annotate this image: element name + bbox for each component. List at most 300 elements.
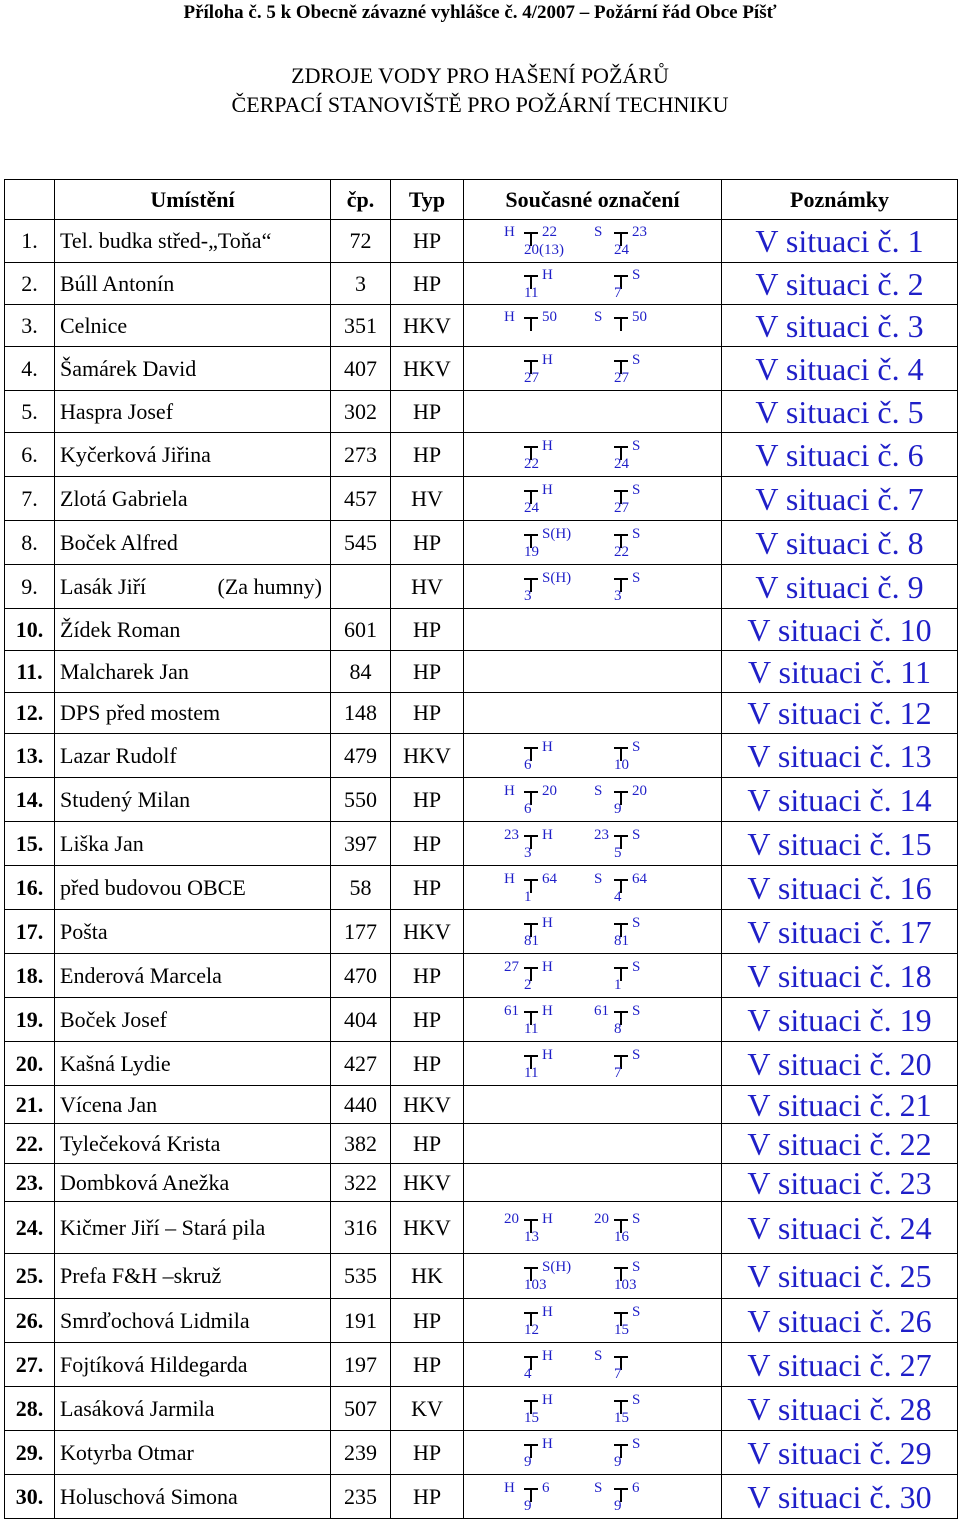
- hydrant-sign-s: [594, 826, 679, 862]
- hydrant-sign-s: [606, 437, 691, 473]
- current-marking: [464, 1299, 722, 1343]
- location-cell: Kašná Lydie: [55, 1042, 331, 1086]
- source-type: HKV: [391, 910, 464, 954]
- sign-bottom-label: 9: [614, 1453, 622, 1470]
- sign-top-label: H: [542, 738, 553, 755]
- sign-bottom-label: 9: [614, 800, 622, 817]
- house-number: 273: [331, 433, 391, 477]
- source-type: HP: [391, 263, 464, 305]
- hydrant-sign-s: [594, 1002, 679, 1038]
- hydrant-sign-s: [594, 1210, 679, 1246]
- situation-note: V situaci č. 17: [722, 910, 958, 954]
- current-marking: [464, 954, 722, 998]
- row-number: 29.: [5, 1431, 55, 1475]
- source-type: HKV: [391, 305, 464, 347]
- location-cell: Haspra Josef: [55, 391, 331, 433]
- current-marking: [464, 609, 722, 651]
- current-marking: [464, 1343, 722, 1387]
- location-cell: Kičmer Jiří – Stará pila: [55, 1202, 331, 1254]
- sign-bottom-label: 4: [614, 888, 622, 905]
- table-row: [5, 693, 958, 734]
- hydrant-sign-s: [594, 870, 679, 906]
- house-number: 197: [331, 1343, 391, 1387]
- row-number: 23.: [5, 1164, 55, 1202]
- sign-bottom-label: 6: [524, 800, 532, 817]
- sign-top-label: H: [542, 958, 553, 975]
- current-marking: [464, 651, 722, 693]
- table-row: [5, 1431, 958, 1475]
- current-marking: [464, 220, 722, 263]
- source-type: HV: [391, 477, 464, 521]
- location-cell: Tel. budka střed-„Toňa“: [55, 220, 331, 263]
- sign-bottom-label: 24: [614, 242, 629, 258]
- row-number: 25.: [5, 1254, 55, 1299]
- situation-note: V situaci č. 18: [722, 954, 958, 998]
- location-cell: Dombková Anežka: [55, 1164, 331, 1202]
- situation-note: V situaci č. 29: [722, 1431, 958, 1475]
- situation-note: V situaci č. 8: [722, 521, 958, 565]
- sign-top-label: S: [632, 914, 641, 931]
- location-cell: Tylečeková Krista: [55, 1124, 331, 1164]
- location-name: Lasák Jiří: [60, 573, 147, 599]
- row-number: 22.: [5, 1124, 55, 1164]
- location-cell: Enderová Marcela: [55, 954, 331, 998]
- sign-top-label: H: [542, 1435, 553, 1452]
- current-marking: [464, 433, 722, 477]
- table-row: [5, 1042, 958, 1086]
- sign-prefix: H: [504, 870, 515, 887]
- row-number: 7.: [5, 477, 55, 521]
- hydrant-sign-h: [504, 1002, 589, 1038]
- sign-bottom-label: 7: [614, 1064, 622, 1081]
- sign-top-label: 64: [542, 870, 557, 887]
- source-type: HP: [391, 220, 464, 263]
- sign-bottom-label: 24: [524, 499, 539, 516]
- sign-prefix: H: [504, 224, 515, 240]
- row-number: 4.: [5, 347, 55, 391]
- current-marking: [464, 347, 722, 391]
- sign-bottom-label: 27: [614, 499, 629, 516]
- hydrant-sign-h: [504, 958, 589, 994]
- table-row: [5, 998, 958, 1042]
- sign-bottom-label: 20(13): [524, 242, 564, 258]
- table-row: [5, 220, 958, 263]
- sign-top-label: S: [632, 1002, 641, 1019]
- sign-bottom-label: 3: [524, 587, 532, 604]
- sign-bottom-label: 27: [524, 369, 539, 386]
- location-cell: Liška Jan: [55, 822, 331, 866]
- sign-bottom-label: 16: [614, 1228, 629, 1245]
- sign-top-label: 6: [542, 1479, 550, 1496]
- hydrant-sign-s: [606, 481, 691, 517]
- sign-top-label: S: [632, 525, 641, 542]
- situation-note: V situaci č. 4: [722, 347, 958, 391]
- hydrant-sign-s: [594, 1347, 679, 1383]
- sign-bottom-label: 103: [614, 1277, 637, 1293]
- hydrant-sign-h: [504, 1210, 589, 1246]
- source-type: HV: [391, 565, 464, 609]
- sign-bottom-label: 19: [524, 543, 539, 560]
- row-number: 30.: [5, 1475, 55, 1519]
- situation-note: V situaci č. 5: [722, 391, 958, 433]
- house-number: 382: [331, 1124, 391, 1164]
- house-number: 148: [331, 693, 391, 734]
- hydrant-sign-s: [606, 569, 691, 605]
- source-type: HP: [391, 1431, 464, 1475]
- table-row: [5, 1343, 958, 1387]
- header-type: Typ: [391, 180, 464, 220]
- source-type: HP: [391, 609, 464, 651]
- sign-top-label: H: [542, 1002, 553, 1019]
- house-number: 440: [331, 1086, 391, 1124]
- sign-top-label: 23: [632, 224, 647, 240]
- hydrant-sign-h: [516, 1435, 601, 1471]
- sign-top-label: S: [632, 1303, 641, 1320]
- sign-bottom-label: 15: [614, 1321, 629, 1338]
- hydrant-sign-h: [516, 914, 601, 950]
- house-number: 191: [331, 1299, 391, 1343]
- hydrant-sign-s: [606, 525, 691, 561]
- source-type: HP: [391, 1042, 464, 1086]
- hydrant-sign-h: [504, 782, 589, 818]
- sign-top-label: H: [542, 1210, 553, 1227]
- location-cell: Boček Josef: [55, 998, 331, 1042]
- sign-bottom-label: 15: [614, 1409, 629, 1426]
- source-type: HP: [391, 521, 464, 565]
- table-row: [5, 1124, 958, 1164]
- table-row: [5, 1164, 958, 1202]
- location-cell: [55, 565, 331, 609]
- sign-bottom-label: 81: [524, 932, 539, 949]
- house-number: 177: [331, 910, 391, 954]
- source-type: HP: [391, 1124, 464, 1164]
- situation-note: V situaci č. 22: [722, 1124, 958, 1164]
- source-type: HP: [391, 391, 464, 433]
- hydrant-sign-h: [516, 1046, 601, 1082]
- hydrant-sign-s: [606, 1258, 691, 1294]
- situation-note: V situaci č. 12: [722, 693, 958, 734]
- house-number: [331, 565, 391, 609]
- row-number: 8.: [5, 521, 55, 565]
- sign-bottom-label: 11: [524, 1020, 539, 1037]
- current-marking: [464, 998, 722, 1042]
- sign-bottom-label: 8: [614, 1020, 622, 1037]
- source-type: HKV: [391, 734, 464, 778]
- situation-note: V situaci č. 7: [722, 477, 958, 521]
- row-number: 13.: [5, 734, 55, 778]
- current-marking: [464, 1086, 722, 1124]
- header-notes: Poznámky: [722, 180, 958, 220]
- hydrant-sign-h: [516, 1391, 601, 1427]
- water-sources-table: [4, 179, 958, 1519]
- situation-note: V situaci č. 27: [722, 1343, 958, 1387]
- location-cell: DPS před mostem: [55, 693, 331, 734]
- row-number: 3.: [5, 305, 55, 347]
- sign-bottom-label: 3: [524, 844, 532, 861]
- source-type: HP: [391, 822, 464, 866]
- sign-top-label: S: [632, 569, 641, 586]
- current-marking: [464, 1254, 722, 1299]
- situation-note: V situaci č. 30: [722, 1475, 958, 1519]
- location-cell: před budovou OBCE: [55, 866, 331, 910]
- sign-top-label: 64: [632, 870, 647, 887]
- table-row: [5, 734, 958, 778]
- sign-bottom-label: 7: [614, 1365, 622, 1382]
- current-marking: [464, 1042, 722, 1086]
- sign-bottom-label: 10: [614, 756, 629, 773]
- situation-note: V situaci č. 20: [722, 1042, 958, 1086]
- location-cell: Vícena Jan: [55, 1086, 331, 1124]
- source-type: HP: [391, 693, 464, 734]
- source-type: HP: [391, 998, 464, 1042]
- house-number: 58: [331, 866, 391, 910]
- table-row: [5, 477, 958, 521]
- source-type: HP: [391, 954, 464, 998]
- sign-top-label: S(H): [542, 525, 572, 542]
- location-cell: Šamárek David: [55, 347, 331, 391]
- sign-bottom-label: 22: [524, 455, 539, 472]
- situation-note: V situaci č. 2: [722, 263, 958, 305]
- table-row: [5, 822, 958, 866]
- sign-top-label: S: [632, 1259, 641, 1275]
- row-number: 21.: [5, 1086, 55, 1124]
- sign-top-label: S: [632, 958, 641, 975]
- sign-bottom-label: 4: [524, 1365, 532, 1382]
- table-header-row: [5, 180, 958, 220]
- table-row: [5, 778, 958, 822]
- source-type: HKV: [391, 1086, 464, 1124]
- current-marking: [464, 1164, 722, 1202]
- sign-prefix: S: [594, 224, 603, 240]
- sign-bottom-label: 7: [614, 284, 622, 301]
- house-number: 3: [331, 263, 391, 305]
- sign-prefix: S: [594, 1347, 603, 1364]
- row-number: 27.: [5, 1343, 55, 1387]
- situation-note: V situaci č. 1: [722, 220, 958, 263]
- appendix-line: [0, 2, 960, 24]
- table-row: [5, 347, 958, 391]
- house-number: 550: [331, 778, 391, 822]
- current-marking: [464, 1475, 722, 1519]
- sign-bottom-label: 1: [524, 888, 532, 905]
- hydrant-sign-h: [504, 223, 589, 259]
- hydrant-sign-h: [516, 351, 601, 387]
- house-number: 535: [331, 1254, 391, 1299]
- row-number: 18.: [5, 954, 55, 998]
- situation-note: V situaci č. 15: [722, 822, 958, 866]
- location-cell: Lasáková Jarmila: [55, 1387, 331, 1431]
- situation-note: V situaci č. 19: [722, 998, 958, 1042]
- sign-bottom-label: 15: [524, 1409, 539, 1426]
- sign-top-label: H: [542, 1046, 553, 1063]
- current-marking: [464, 521, 722, 565]
- row-number: 14.: [5, 778, 55, 822]
- location-cell: Žídek Roman: [55, 609, 331, 651]
- sign-bottom-label: 81: [614, 932, 629, 949]
- location-cell: Smrďochová Lidmila: [55, 1299, 331, 1343]
- page-subtitle: ČERPACÍ STANOVIŠTĚ PRO POŽÁRNÍ TECHNIKU: [231, 92, 729, 117]
- current-marking: [464, 1431, 722, 1475]
- source-type: HP: [391, 1475, 464, 1519]
- source-type: HKV: [391, 1202, 464, 1254]
- sign-top-label: 50: [542, 308, 557, 325]
- sign-prefix: 23: [504, 826, 519, 843]
- sign-top-label: S: [632, 437, 641, 454]
- location-cell: Pošta: [55, 910, 331, 954]
- row-number: 6.: [5, 433, 55, 477]
- hydrant-sign-h: [516, 437, 601, 473]
- row-number: 26.: [5, 1299, 55, 1343]
- location-cell: Kyčerková Jiřina: [55, 433, 331, 477]
- hydrant-sign-s: [606, 1303, 691, 1339]
- situation-note: V situaci č. 11: [722, 651, 958, 693]
- hydrant-sign-h: [504, 826, 589, 862]
- sign-top-label: S: [632, 1391, 641, 1408]
- source-type: HP: [391, 433, 464, 477]
- hydrant-sign-h: [516, 738, 601, 774]
- location-cell: Lazar Rudolf: [55, 734, 331, 778]
- house-number: 397: [331, 822, 391, 866]
- sign-prefix: H: [504, 308, 515, 325]
- sign-top-label: H: [542, 914, 553, 931]
- sign-prefix: 61: [504, 1002, 519, 1019]
- table-row: [5, 391, 958, 433]
- table-row: [5, 565, 958, 609]
- sign-top-label: S(H): [542, 1259, 572, 1275]
- sign-top-label: S: [632, 1046, 641, 1063]
- situation-note: V situaci č. 3: [722, 305, 958, 347]
- situation-note: V situaci č. 14: [722, 778, 958, 822]
- row-number: 9.: [5, 565, 55, 609]
- location-detail: (Za humny): [217, 573, 322, 599]
- current-marking: [464, 305, 722, 347]
- table-row: [5, 866, 958, 910]
- row-number: 20.: [5, 1042, 55, 1086]
- current-marking: [464, 1202, 722, 1254]
- sign-top-label: H: [542, 351, 553, 368]
- location-cell: Kotyrba Otmar: [55, 1431, 331, 1475]
- situation-note: V situaci č. 16: [722, 866, 958, 910]
- hydrant-sign-s: [606, 266, 691, 302]
- situation-note: V situaci č. 6: [722, 433, 958, 477]
- house-number: 235: [331, 1475, 391, 1519]
- row-number: 5.: [5, 391, 55, 433]
- hydrant-sign-s: [594, 782, 679, 818]
- house-number: 404: [331, 998, 391, 1042]
- sign-top-label: H: [542, 1303, 553, 1320]
- sign-bottom-label: 9: [524, 1497, 532, 1514]
- location-cell: Studený Milan: [55, 778, 331, 822]
- sign-prefix: 20: [504, 1210, 519, 1227]
- current-marking: [464, 778, 722, 822]
- sign-top-label: S: [632, 738, 641, 755]
- appendix-label: Příloha č. 5 k Obecně závazné vyhlášce č. 4/2007 – Požární řád Obce Píšť: [183, 2, 777, 23]
- row-number: 19.: [5, 998, 55, 1042]
- t-sign-icon: [594, 1347, 679, 1383]
- sign-bottom-label: 13: [524, 1228, 539, 1245]
- house-number: 322: [331, 1164, 391, 1202]
- hydrant-sign-h: [516, 1303, 601, 1339]
- current-marking: [464, 565, 722, 609]
- source-type: HP: [391, 778, 464, 822]
- row-number: 15.: [5, 822, 55, 866]
- location-cell: Prefa F&H –skruž: [55, 1254, 331, 1299]
- sign-bottom-label: 12: [524, 1321, 539, 1338]
- hydrant-sign-s: [594, 308, 679, 344]
- hydrant-sign-s: [606, 1391, 691, 1427]
- sign-top-label: H: [542, 437, 553, 454]
- hydrant-sign-s: [606, 958, 691, 994]
- header-location: Umístění: [55, 180, 331, 220]
- location-wrap: [60, 574, 330, 600]
- current-marking: [464, 910, 722, 954]
- current-marking: [464, 734, 722, 778]
- table-row: [5, 1299, 958, 1343]
- current-marking: [464, 1124, 722, 1164]
- house-number: 72: [331, 220, 391, 263]
- sign-top-label: 50: [632, 308, 647, 325]
- hydrant-sign-h: [504, 308, 589, 344]
- current-marking: [464, 477, 722, 521]
- current-marking: [464, 866, 722, 910]
- situation-note: V situaci č. 24: [722, 1202, 958, 1254]
- house-number: 302: [331, 391, 391, 433]
- house-number: 457: [331, 477, 391, 521]
- table-row: [5, 521, 958, 565]
- sign-bottom-label: 9: [614, 1497, 622, 1514]
- house-number: 316: [331, 1202, 391, 1254]
- hydrant-sign-h: [504, 1479, 589, 1515]
- location-cell: Zlotá Gabriela: [55, 477, 331, 521]
- source-type: HP: [391, 866, 464, 910]
- sign-prefix: 61: [594, 1002, 609, 1019]
- sign-bottom-label: 2: [524, 976, 532, 993]
- situation-note: V situaci č. 21: [722, 1086, 958, 1124]
- source-type: HKV: [391, 347, 464, 391]
- header-house-number: čp.: [331, 180, 391, 220]
- hydrant-sign-h: [504, 870, 589, 906]
- sign-bottom-label: 22: [614, 543, 629, 560]
- table-row: [5, 1387, 958, 1431]
- sign-bottom-label: 1: [614, 976, 622, 993]
- situation-note: V situaci č. 23: [722, 1164, 958, 1202]
- row-number: 2.: [5, 263, 55, 305]
- hydrant-sign-s: [606, 351, 691, 387]
- table-row: [5, 954, 958, 998]
- hydrant-sign-h: [516, 525, 601, 561]
- sign-bottom-label: 24: [614, 455, 629, 472]
- sign-bottom-label: 103: [524, 1277, 547, 1293]
- situation-note: V situaci č. 9: [722, 565, 958, 609]
- row-number: 16.: [5, 866, 55, 910]
- house-number: 351: [331, 305, 391, 347]
- hydrant-sign-s: [606, 738, 691, 774]
- sign-top-label: S: [632, 351, 641, 368]
- table-row: [5, 1202, 958, 1254]
- situation-note: V situaci č. 28: [722, 1387, 958, 1431]
- sign-prefix: 23: [594, 826, 609, 843]
- table-row: [5, 609, 958, 651]
- table-row: [5, 651, 958, 693]
- location-cell: Malcharek Jan: [55, 651, 331, 693]
- sign-prefix: S: [594, 870, 603, 887]
- sign-bottom-label: 6: [524, 756, 532, 773]
- row-number: 17.: [5, 910, 55, 954]
- sign-top-label: H: [542, 481, 553, 498]
- sign-prefix: S: [594, 782, 603, 799]
- hydrant-sign-s: [594, 1479, 679, 1515]
- row-number: 11.: [5, 651, 55, 693]
